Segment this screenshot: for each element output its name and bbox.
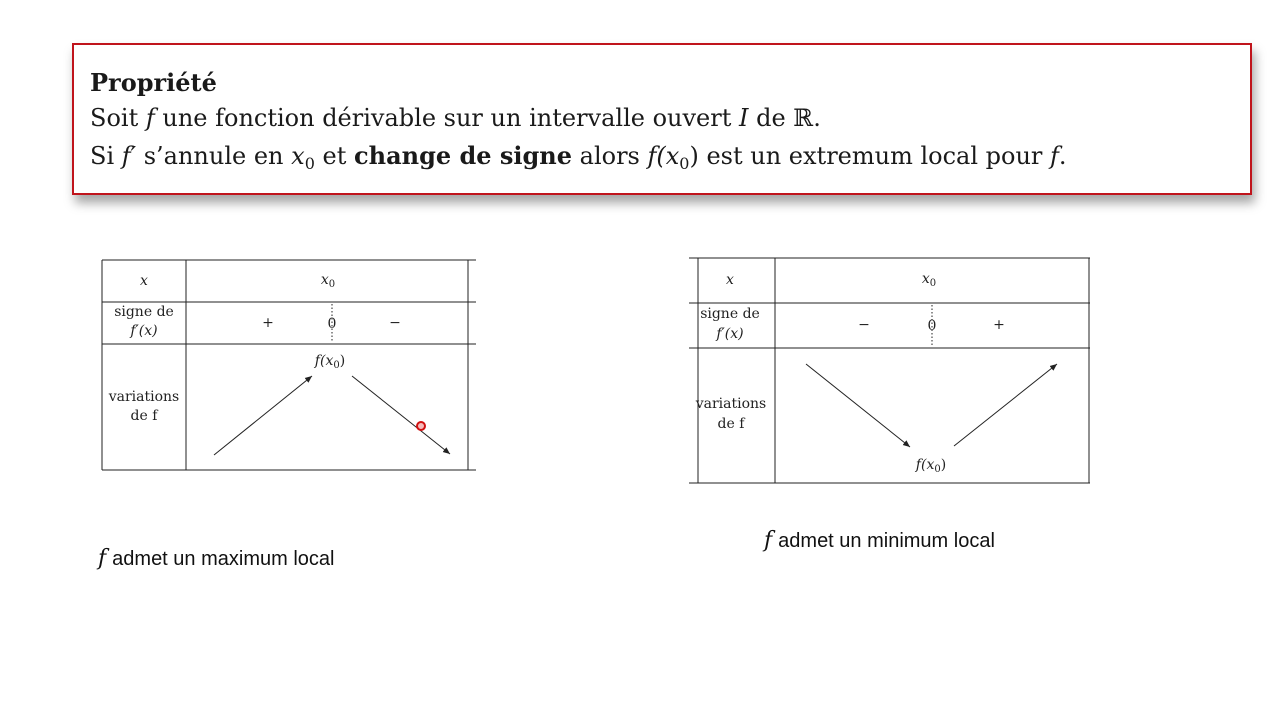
math-fprime: f′ [121,142,137,170]
text-si: Si [90,142,122,170]
math-f-end: f [1050,142,1059,170]
text-soit: Soit [90,104,146,132]
sign-right: − [389,315,401,331]
property-line-2 [90,137,1250,183]
math-f: f [764,528,773,553]
text-extremum-local: est un extremum local pour [698,142,1051,170]
arrow-decreasing [806,364,910,447]
math-x: x [291,142,305,170]
text-et: et [314,142,354,170]
property-box [72,43,1252,195]
arrow-increasing [954,364,1057,446]
var-label-1: variations [108,389,180,405]
header-x: x [140,273,148,289]
math-fx0-close: ) [689,142,699,170]
text-change-de-signe: change de signe [354,141,573,170]
var-label-1: variations [695,396,767,412]
math-f: f [98,546,107,571]
sign-left: + [262,315,274,331]
text-de: de [748,104,794,132]
property-title: Propriété [90,68,217,97]
sign-label-2: f′(x) [130,323,158,339]
text-fonction-derivable: une fonction dérivable sur un intervalle ouvert [154,104,739,132]
conclusion-min [764,528,995,553]
extremum-label: $f(x_0)$ [915,457,947,475]
math-fx0-sub: 0 [679,154,690,173]
var-label-2: de f [130,408,158,424]
arrow-increasing [214,376,312,455]
sign-zero: 0 [927,318,937,334]
text-period: . [813,104,821,132]
math-x-sub: 0 [304,154,315,173]
sign-label-1: signe de [114,304,174,320]
var-label-2: de f [717,416,745,432]
text-alors: alors [572,142,648,170]
header-x: x [726,272,734,288]
property-line-1 [90,99,1250,137]
conclusion-max [98,546,334,571]
header-x0: $x_0$ [921,271,937,289]
sign-zero: 0 [327,316,337,332]
header-x0: $x_0$ [320,272,336,290]
laser-pointer-dot [416,421,426,431]
variation-table-max [100,258,480,474]
extremum-label: $f(x_0)$ [314,353,346,371]
conclusion-min-text: admet un minimum local [778,530,995,552]
sign-right: + [993,317,1005,333]
math-I: I [738,104,749,132]
conclusion-max-text: admet un maximum local [112,548,335,570]
sign-label-1: signe de [700,306,760,322]
math-fx0-open: f(x [647,142,680,170]
math-f: f [145,104,155,132]
sign-left: − [858,317,870,333]
text-period-2: . [1058,142,1067,170]
math-R: ℝ [793,104,814,132]
variation-table-min [688,256,1092,488]
arrow-decreasing [352,376,450,454]
sign-label-2: f′(x) [716,326,744,342]
text-sannule: s’annule en [136,142,292,170]
